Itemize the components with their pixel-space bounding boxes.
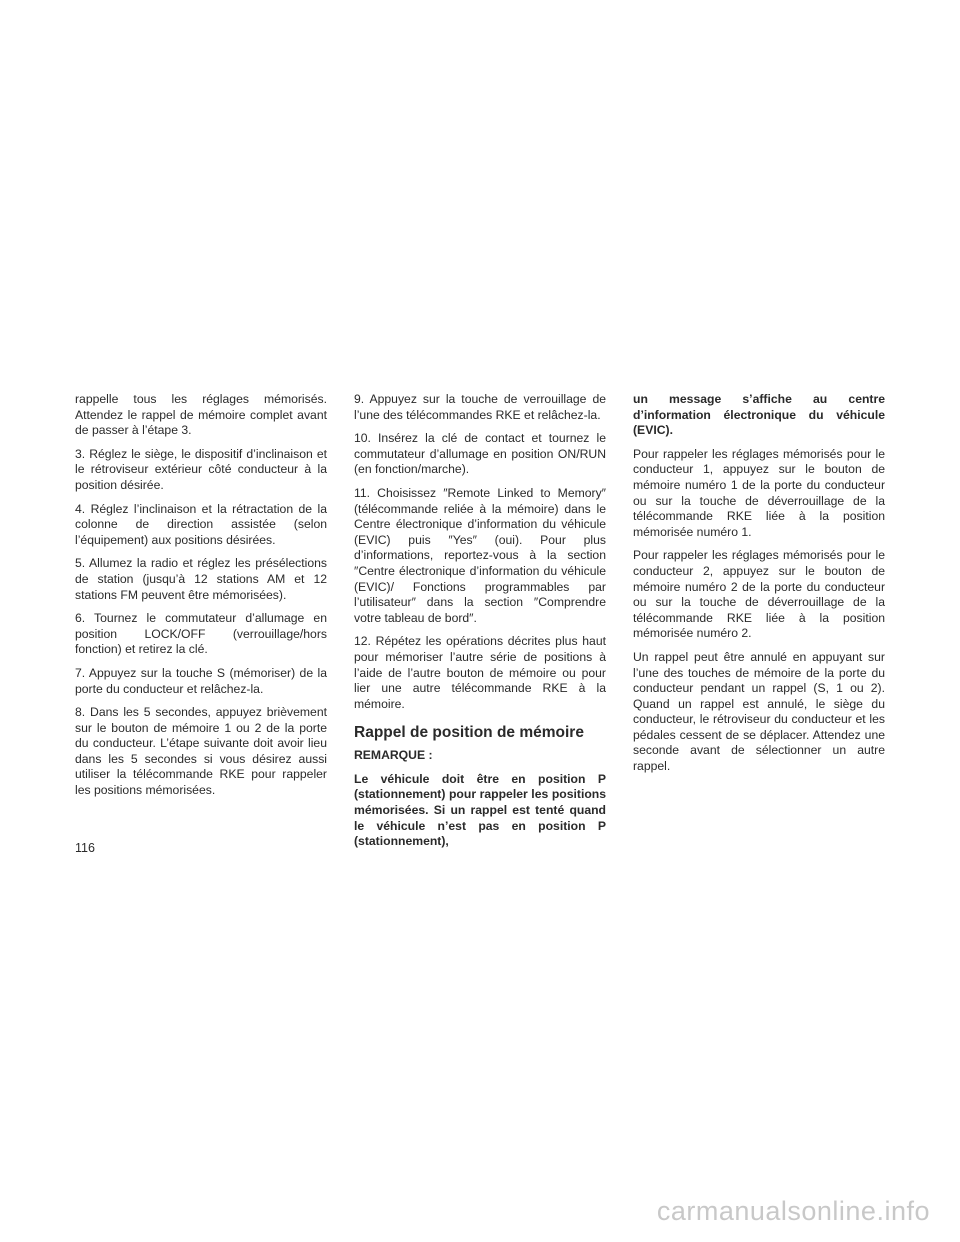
paragraph-driver-1: Pour rappeler les réglages mémorisés pour le conducteur 1, appuyez sur le bouton de mémoire numéro 1 de la porte du conducteur ou sur la touche de déverrouillage de la télécommande RKE liée à la position mémorisée numéro 1. [633,446,885,539]
step-5: 5. Allumez la radio et réglez les présélections de station (jusqu’à 12 stations AM et 12 stations FM peuvent être mémorisées). [75,556,327,602]
section-heading: Rappel de position de mémoire [354,724,584,742]
step-8: 8. Dans les 5 secondes, appuyez brièvement sur le bouton de mémoire 1 ou 2 de la porte du conducteur. L’étape suivante doit avoir lieu dans les 5 secondes si vous désirez aussi utiliser la télécommande RKE pour rappeler les positions mémorisées. [75,705,327,798]
page-number: 116 [75,841,95,855]
paragraph-driver-2: Pour rappeler les réglages mémorisés pour le conducteur 2, appuyez sur le bouton de mémoire numéro 2 de la porte du conducteur ou sur la touche de déverrouillage de la télécommande RKE liée à la position mémorisée numéro 2. [633,548,885,641]
paragraph-cancel-recall: Un rappel peut être annulé en appuyant sur l’une des touches de mémoire de la porte du conducteur pendant un rappel (S, 1 ou 2). Quand un rappel est annulé, le siège du conducteur, le rétroviseur du conducteur et les pédales cessent de se déplacer. Attendez une seconde avant de sélectionner un autre rappel. [633,649,885,774]
step-3: 3. Réglez le siège, le dispositif d’inclinaison et le rétroviseur extérieur côté conducteur à la position désirée. [75,446,327,492]
watermark: carmanualsonline.info [656,1196,930,1226]
text-column-1 [75,392,327,807]
text-column-2 [354,392,606,858]
remark-continuation: un message s’affiche au centre d’information électronique du véhicule (EVIC). [633,392,885,438]
step-7: 7. Appuyez sur la touche S (mémoriser) de la porte du conducteur et relâchez-la. [75,665,327,696]
step-9: 9. Appuyez sur la touche de verrouillage de l’une des télécommandes RKE et relâchez-la. [354,392,606,422]
step-12: 12. Répétez les opérations décrites plus haut pour mémoriser l’autre série de positions à l’aide de l’autre bouton de mémoire ou pour lier une autre télécommande RKE à la mémoire. [354,634,606,711]
step-6: 6. Tournez le commutateur d’allumage en position LOCK/OFF (verrouillage/hors fonction) et retirez la clé. [75,611,327,657]
step-4: 4. Réglez l’inclinaison et la rétractation de la colonne de direction assistée (selon l’équipement) aux positions désirées. [75,501,327,547]
step-10: 10. Insérez la clé de contact et tournez le commutateur d’allumage en position ON/RUN (en fonction/marche). [354,431,606,477]
step-11: 11. Choisissez ″Remote Linked to Memory″ (télécommande reliée à la mémoire) dans le Centre électronique d’information du véhicule (EVIC) puis ″Yes″ (oui). Pour plus d’informations, reportez-vous à la section ″Centre électronique d’information du véhicule (EVIC)/ Fonctions programmables par l’utilisateur″ dans la section ″Comprendre votre tableau de bord″. [354,485,606,625]
text-column-3 [633,392,885,783]
paragraph: rappelle tous les réglages mémorisés. Attendez le rappel de mémoire complet avant de passer à l’étape 3. [75,392,327,438]
remark-label: REMARQUE : [354,748,433,763]
remark-text: Le véhicule doit être en position P (stationnement) pour rappeler les positions mémorisées. Si un rappel est tenté quand le véhicule n’est pas en position P (stationnement), [354,771,606,849]
